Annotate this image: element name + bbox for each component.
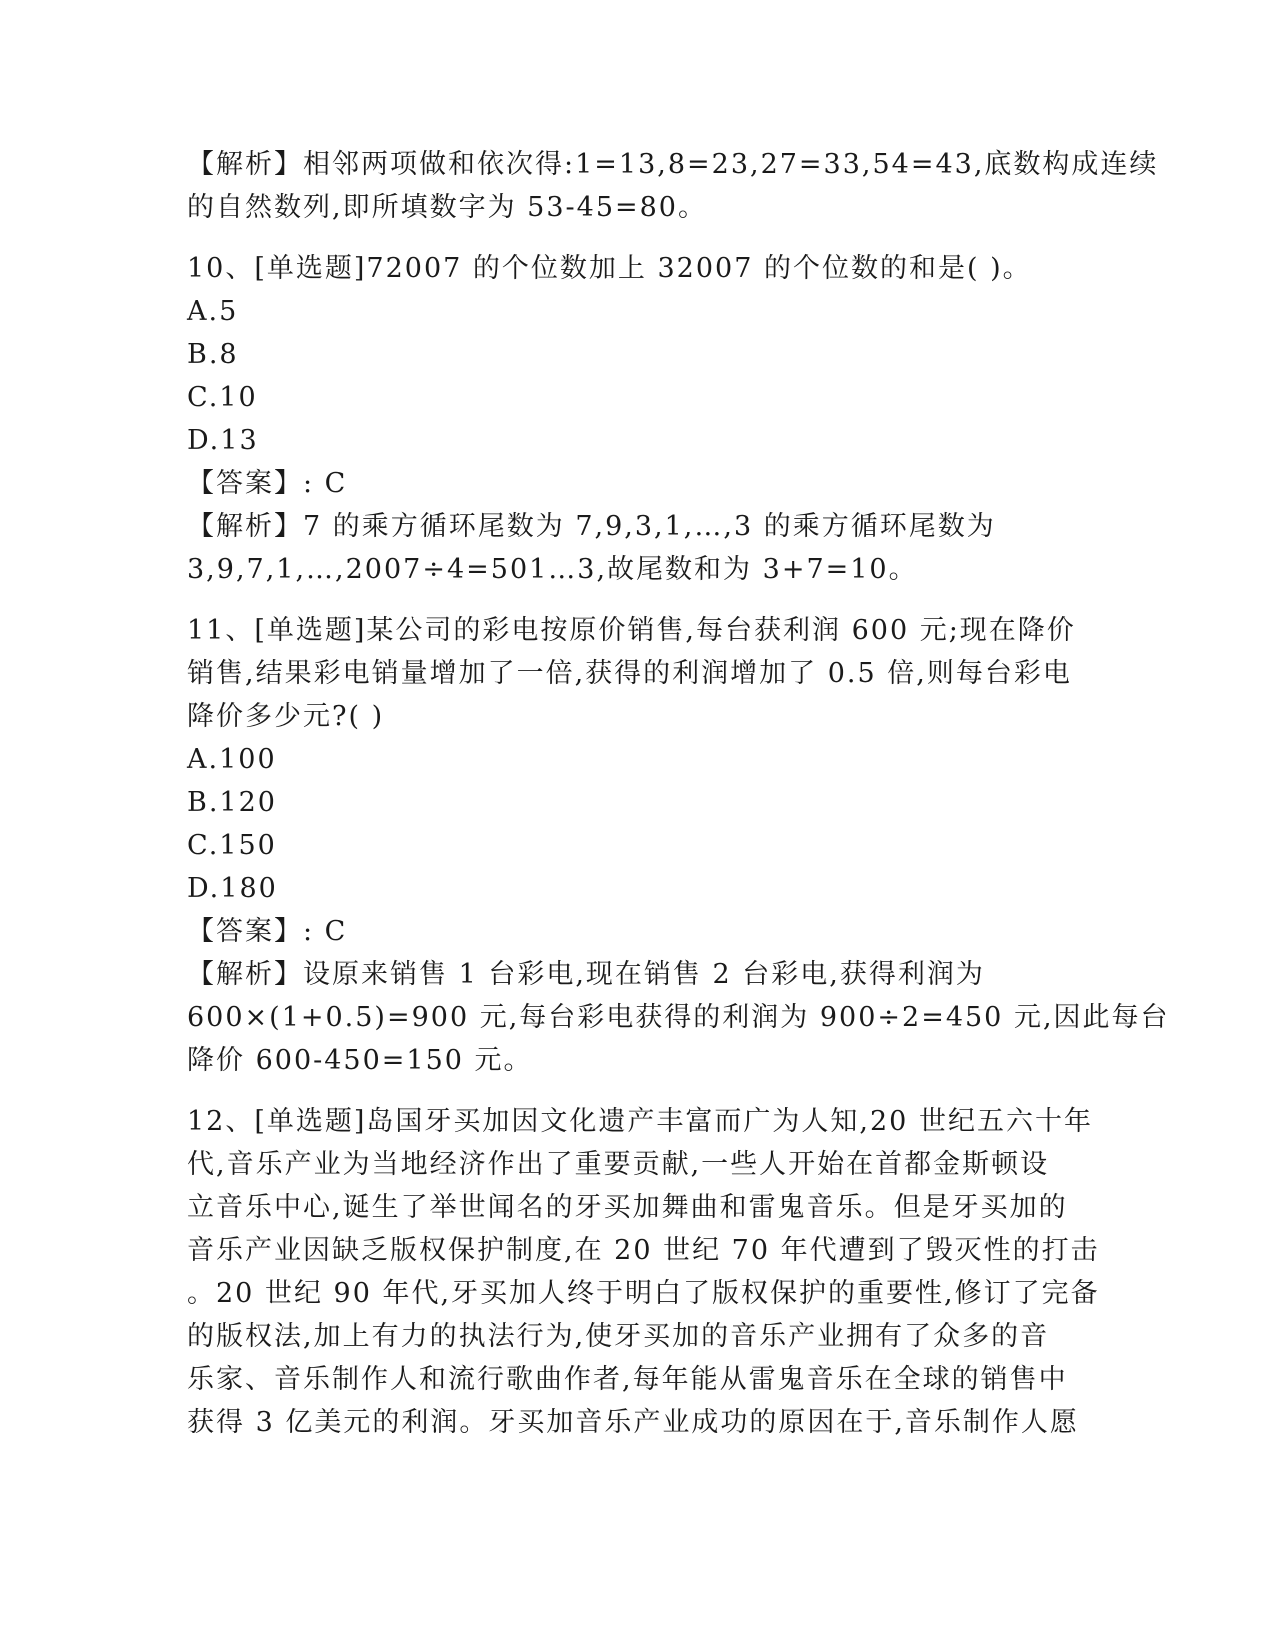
analysis-line: 【解析】7 的乘方循环尾数为 7,9,3,1,…,3 的乘方循环尾数为: [187, 511, 996, 542]
analysis-line: 降价 600-450=150 元。: [187, 1045, 533, 1076]
question-stem: 获得 3 亿美元的利润。牙买加音乐产业成功的原因在于,音乐制作人愿: [187, 1407, 1079, 1438]
option-b: B.120: [187, 787, 277, 818]
option-a: A.5: [187, 296, 239, 327]
analysis-line: 【解析】设原来销售 1 台彩电,现在销售 2 台彩电,获得利润为: [187, 959, 985, 990]
question-stem: 12、[单选题]岛国牙买加因文化遗产丰富而广为人知,20 世纪五六十年: [187, 1106, 1093, 1137]
option-d: D.180: [187, 873, 278, 904]
answer: 【答案】: C: [187, 468, 348, 499]
question-stem: 。20 世纪 90 年代,牙买加人终于明白了版权保护的重要性,修订了完备: [187, 1278, 1100, 1309]
option-a: A.100: [187, 744, 277, 775]
question-stem: 代,音乐产业为当地经济作出了重要贡献,一些人开始在首都金斯顿设: [187, 1149, 1050, 1180]
analysis-line: 3,9,7,1,…,2007÷4=501…3,故尾数和为 3+7=10。: [187, 554, 918, 585]
question-12: [187, 1100, 1100, 1444]
option-c: C.10: [187, 382, 258, 413]
question-stem: 音乐产业因缺乏版权保护制度,在 20 世纪 70 年代遭到了毁灭性的打击: [187, 1235, 1100, 1266]
question-stem: 降价多少元?( ): [187, 701, 385, 732]
q9-analysis: [187, 143, 1159, 229]
option-b: B.8: [187, 339, 239, 370]
analysis-line: 600×(1+0.5)=900 元,每台彩电获得的利润为 900÷2=450 元,因此每台: [187, 1002, 1170, 1033]
analysis-line: 的自然数列,即所填数字为 53-45=80。: [187, 192, 707, 223]
answer: 【答案】: C: [187, 916, 348, 947]
question-stem: 销售,结果彩电销量增加了一倍,获得的利润增加了 0.5 倍,则每台彩电: [187, 658, 1072, 689]
question-stem: 的版权法,加上有力的执法行为,使牙买加的音乐产业拥有了众多的音: [187, 1321, 1050, 1352]
document-page: [187, 143, 1170, 1444]
question-stem: 11、[单选题]某公司的彩电按原价销售,每台获利润 600 元;现在降价: [187, 615, 1076, 646]
question-stem: 立音乐中心,诞生了举世闻名的牙买加舞曲和雷鬼音乐。但是牙买加的: [187, 1192, 1068, 1223]
question-11: [187, 609, 1170, 1082]
analysis-line: 【解析】相邻两项做和依次得:1=13,8=23,27=33,54=43,底数构成连续: [187, 149, 1159, 180]
option-d: D.13: [187, 425, 259, 456]
question-stem: 乐家、音乐制作人和流行歌曲作者,每年能从雷鬼音乐在全球的销售中: [187, 1364, 1068, 1395]
question-stem: 10、[单选题]72007 的个位数加上 32007 的个位数的和是( )。: [187, 253, 1032, 284]
option-c: C.150: [187, 830, 277, 861]
question-10: [187, 247, 1087, 591]
